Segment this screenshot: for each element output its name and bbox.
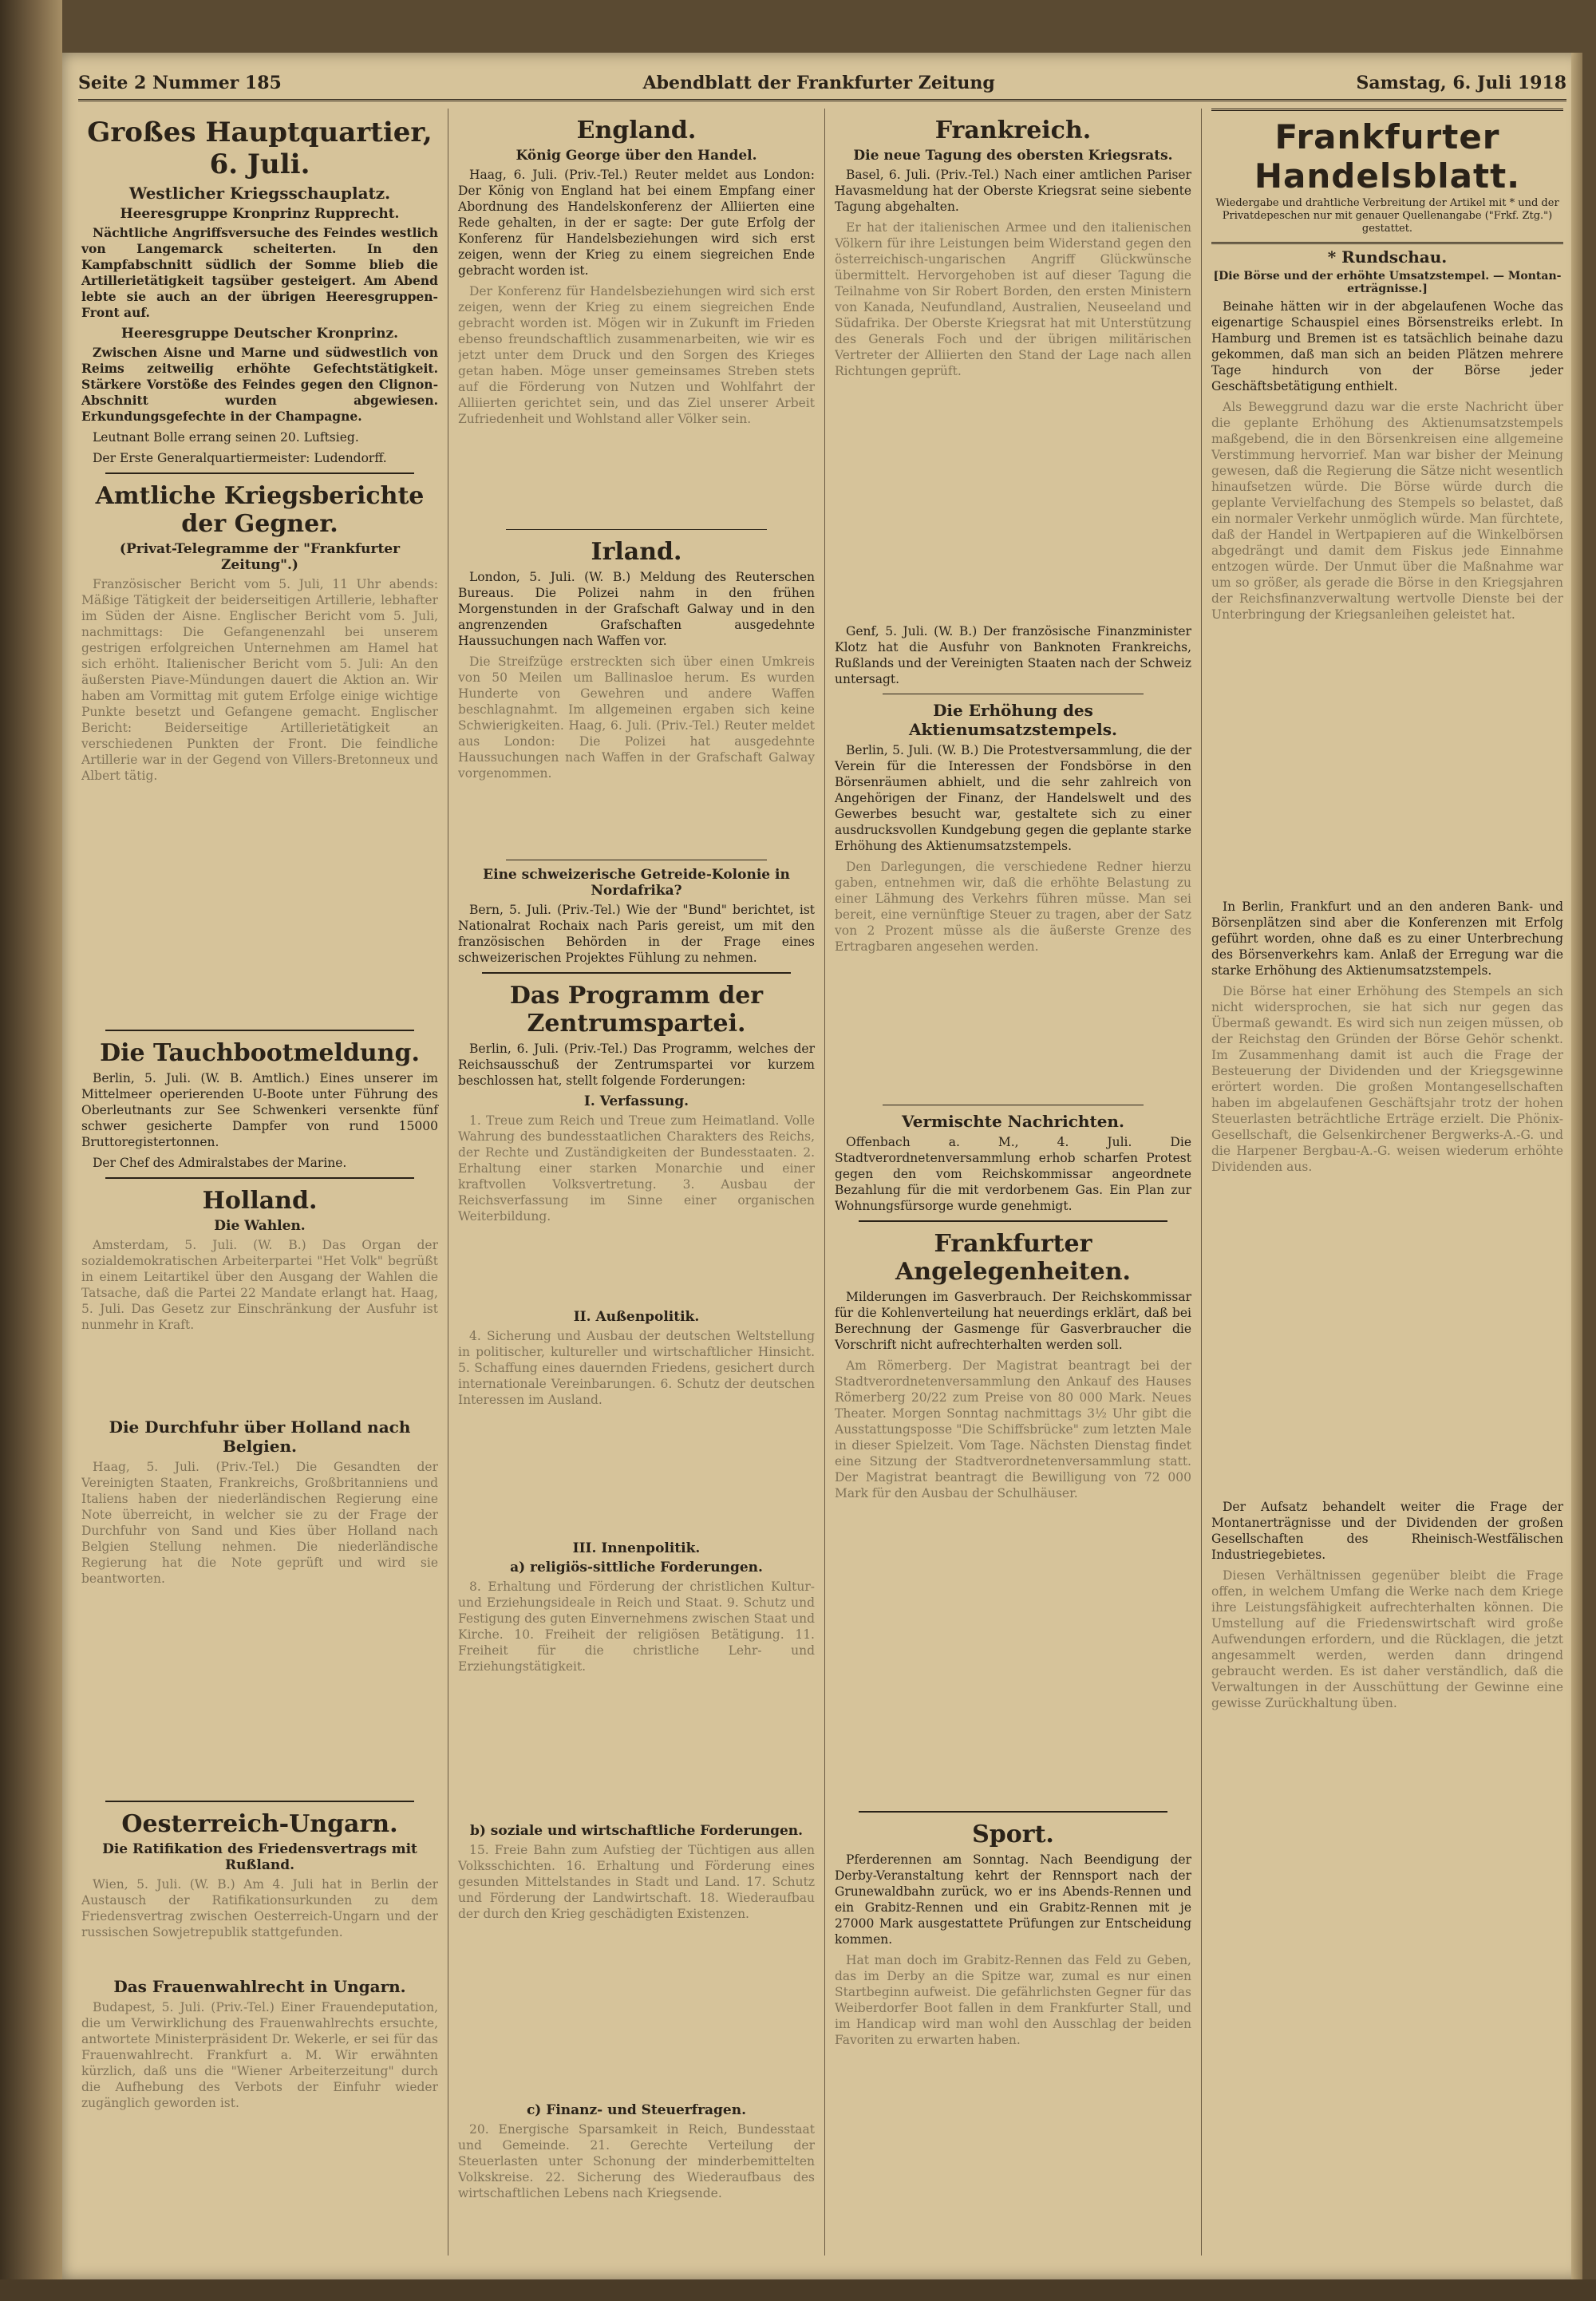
article-title-oesterreich: Oesterreich-Ungarn. xyxy=(121,1810,398,1838)
article-subtitle: Die Wahlen. xyxy=(214,1218,306,1234)
divider xyxy=(859,1220,1167,1222)
article-paragraph: Haag, 6. Juli. (Priv.-Tel.) Reuter meldet aus London: Der König von England hat bei einem Empfang einer Abordnung des Handelskonferenz der Alliierten eine Rede gehalten, in der er sagte: Der gute Erfolg der Konferenz für Handelsbeziehungen wird sich erst zeigen, wenn der Krieg zu einem siegreichen Ende gebracht worden ist. xyxy=(458,168,815,278)
section-heading: Heeresgruppe Deutscher Kronprinz. xyxy=(120,326,399,342)
article-title-holland: Holland. xyxy=(202,1187,318,1215)
article-title-vermischte: Vermischte Nachrichten. xyxy=(902,1112,1124,1131)
handelsblatt-notice: Wiedergabe und drahtliche Verbreitung der Artikel mit * und der Privatdepeschen nur mit genauer Quellenangabe ("Frkf. Ztg.") gestattet. xyxy=(1215,197,1559,235)
section-heading: c) Finanz- und Steuerfragen. xyxy=(526,2102,747,2118)
article-title-frankreich: Frankreich. xyxy=(934,117,1092,144)
section-heading: II. Außenpolitik. xyxy=(573,1309,700,1325)
article-paragraph: Bern, 5. Juli. (Priv.-Tel.) Wie der "Bund" berichtet, ist Nationalrat Rochaix nach Paris gereist, um mit den französischen Behörden in der Frage eines schweizerischen Projektes Fühlung zu nehmen. xyxy=(458,903,815,965)
body-text-block: Die Börse hat einer Erhöhung des Stempels an sich nicht widersprochen, sie hat sich nur gegen das Übermaß gewandt. Es wird sich nun zeigen müssen, ob der Reichstag den Gründen der Börse Gehör schenkt. Im Zusammenhang damit ist auch die Frage der Besteuerung der Dividenden und der Kriegsgewinne erörtert worden. Die großen Montangesellschaften haben im abgelaufenen Geschäftsjahr trotz der hohen Steuerlasten beträchtliche Erträge erzielt. Die Phönix-Gesellschaft, die Gelsenkirchener Bergwerks-A.-G. und die Harpener Bergbau-A.-G. weisen wiederum erhöhte Dividenden aus. xyxy=(1211,984,1563,1174)
article-paragraph: Basel, 6. Juli. (Priv.-Tel.) Nach einer amtlichen Pariser Havasmeldung hat der Oberste Kriegsrat seine siebente Tagung abgehalten. xyxy=(835,168,1191,214)
section-heading: Heeresgruppe Kronprinz Rupprecht. xyxy=(120,206,400,222)
article-paragraph: Leutnant Bolle errang seinen 20. Luftsieg. xyxy=(93,430,359,445)
body-text-block: 15. Freie Bahn zum Aufstieg der Tüchtigen aus allen Volksschichten. 16. Erhaltung und Förderung eines gesunden Mittelstandes in Stadt und Land. 17. Schutz und Förderung der Landwirtschaft. 18. Wiederaufbau der durch den Krieg geschädigten Existenzen. xyxy=(458,1843,815,1921)
section-heading: III. Innenpolitik. xyxy=(572,1540,701,1556)
body-text-block: 8. Erhaltung und Förderung der christlichen Kultur- und Erziehungsideale in Reich und Staat. 9. Schutz und Festigung des guten Einvernehmens zwischen Staat und Kirche. 10. Freiheit der religiösen Betätigung. 11. Freiheit für die christliche Lehr- und Erziehungstätigkeit. xyxy=(458,1579,815,1674)
body-text-block: Am Römerberg. Der Magistrat beantragt bei der Stadtverordnetenversammlung den Ankauf des Hauses Römerberg 20/22 zum Preise von 80 000 Mark. Neues Theater. Morgen Sonntag nachmittags 3½ Uhr gibt die Ausstattungsposse "Die Schiffsbrücke" zum letzten Male in dieser Spielzeit. Vom Tage. Nächsten Dienstag findet eine Sitzung der Stadtverordnetenversammlung statt. Der Magistrat beantragt die Bewilligung von 72 000 Mark für den Ausbau der Schulhäuser. xyxy=(835,1358,1191,1500)
article-title-hauptquartier: Großes Hauptquartier, 6. Juli. xyxy=(87,117,433,180)
handelsblatt-title: Frankfurter Handelsblatt. xyxy=(1254,117,1521,196)
body-text-block: 20. Energische Sparsamkeit in Reich, Bundesstaat und Gemeinde. 21. Gerechte Verteilung der Steuerlasten unter Schonung der minderbemittelten Volkskreise. 22. Sicherung des Wiederaufbaus des wirtschaftlichen Lebens nach Kriegsende. xyxy=(458,2122,815,2200)
body-text-block: Der Konferenz für Handelsbeziehungen wird sich erst zeigen, wenn der Krieg zu einem siegreichen Ende gebracht worden ist. Mögen wir in Zukunft im Frieden ebenso freundschaftlich zusammenarbeiten, wie wir es jetzt unter dem Druck und den Sorgen des Krieges getan haben. Möge unser gemeinsames Streben stets auf die Förderung von Nutzen und Wohlfahrt der Alliierten gerichtet sein, und das Ziel unserer Arbeit Zufriedenheit und Wohlstand aller Völker sein. xyxy=(458,284,815,426)
newspaper-page xyxy=(62,53,1582,2279)
article-paragraph: Berlin, 5. Juli. (W. B.) Die Protestversammlung, die der Verein für die Interessen der Fondsbörse in den Börsenräumen abhielt, und die sehr zahlreich von Angehörigen der Finanz, der Handelswelt und des Gewerbes besucht war, gestaltete sich zu einer ausdrucksvollen Kundgebung gegen die geplante starke Erhöhung des Aktienumsatzstempels. xyxy=(835,743,1191,853)
section-heading: b) soziale und wirtschaftliche Forderungen. xyxy=(469,1823,804,1839)
article-title-getreide-kolonie: Eine schweizerische Getreide-Kolonie in Nordafrika? xyxy=(483,867,790,899)
article-paragraph: Nächtliche Angriffsversuche des Feindes westlich von Langemarck scheiterten. In den Kampfabschnitt südlich der Somme blieb die Artillerietätigkeit tagsüber gesteigert. Am Abend lebte sie auch an der übrigen Heeresgruppen-Front auf. xyxy=(81,225,438,320)
body-text-block: Hat man doch im Grabitz-Rennen das Feld zu Geben, das im Derby an die Spitze war, zumal es nur einen Startbeginn aufweist. Die gefährlichsten Gegner für das Weiberdorfer Boot fallen in dem Frankfurter Stall, und im Handicap wird man wohl den Ausschlag der beiden Favoriten zu erwarten haben. xyxy=(835,1953,1191,2047)
article-subtitle: Die neue Tagung des obersten Kriegsrats. xyxy=(853,148,1173,164)
article-paragraph: Berlin, 5. Juli. (W. B. Amtlich.) Eines unserer im Mittelmeer operierenden U-Boote unter Führung des Oberleutnants zur See Schwenkeri versenkte fünf schwer gesicherte Dampfer von rund 15000 Bruttoregistertonnen. xyxy=(81,1071,438,1149)
article-title-aktienumsatzstempel: Die Erhöhung des Aktienumsatzstempels. xyxy=(909,701,1117,739)
article-paragraph: Pferderennen am Sonntag. Nach Beendigung der Derby-Veranstaltung kehrt der Rennsport nach der Grunewaldbahn zurück, wo er ins Abends-Rennen und ein Grabitz-Rennen und ein Grabitz-Rennen mit je 27000 Mark ausgestattete Prüfungen zur Entscheidung kommen. xyxy=(835,1852,1191,1947)
body-text-block: Er hat der italienischen Armee und den italienischen Völkern für ihre Leistungen beim Widerstand gegen den österreichisch-ungarischen Angriff Glückwünsche übermittelt. Hervorgehoben ist auf dieser Tagung die Teilnahme von Sir Robert Borden, den ersten Ministern von Kanada, Neufundland, Australien, Neuseeland und Südafrika. Der Oberste Kriegsrat hat mit Unterstützung des Generals Foch und der übrigen militärischen Vertreter der Alliierten den Stand der Lage nach allen Richtungen geprüft. xyxy=(835,220,1191,378)
body-text-block: Als Beweggrund dazu war die erste Nachricht über die geplante Erhöhung des Aktienumsatzstempels maßgebend, die in den Börsenkreisen eine allgemeine Verstimmung hervorrief. Man war bisher der Meinung gewesen, daß die Regierung die Sätze nicht wesentlich hinaufsetzen würde. Die Börse würde durch die geplante Vervielfachung des Stempels so belastet, daß ein normaler Verkehr unmöglich würde. Man fürchtete, daß der Handel in Wertpapieren auf die Winkelbörsen abgedrängt und damit dem Fiskus jede Einnahme entzogen würde. Der Unmut über die Maßnahme war um so größer, als gerade die Börse in den Kriegsjahren der Reichsfinanzverwaltung wertvolle Dienste bei der Unterbringung der Kriegsanleihen geleistet hat. xyxy=(1211,400,1563,622)
article-signature: Der Erste Generalquartiermeister: Ludendorff. xyxy=(93,451,387,465)
article-paragraph: Berlin, 6. Juli. (Priv.-Tel.) Das Programm, welches der Reichsausschuß der Zentrumspartei vor kurzem beschlossen hat, stellt folgende Forderungen: xyxy=(458,1042,815,1088)
column-3 xyxy=(825,109,1202,2256)
article-paragraph: Der Aufsatz behandelt weiter die Frage der Montanerträgnisse und der Dividenden der großen Gesellschaften des Rheinisch-Westfälischen Industriegebietes. xyxy=(1211,1500,1563,1562)
column-4 xyxy=(1202,109,1573,2256)
article-subtitle: [Die Börse und der erhöhte Umsatzstempel. — Montan-erträgnisse.] xyxy=(1213,270,1562,295)
handelsblatt-header xyxy=(1211,109,1563,244)
article-paragraph: Milderungen im Gasverbrauch. Der Reichskommissar für die Kohlenverteilung hat neuerdings erklärt, daß bei Berechnung der Gasmenge für Gasverbraucher die Vorschrift nicht aufrechterhalten werden soll. xyxy=(835,1290,1191,1352)
article-title-england: England. xyxy=(576,117,697,144)
article-subtitle: Die Ratifikation des Friedensvertrags mit Rußland. xyxy=(102,1841,417,1873)
article-subtitle: (Privat-Telegramme der "Frankfurter Zeitung".) xyxy=(119,541,401,573)
body-text-block: 1. Treue zum Reich und Treue zum Heimatland. Volle Wahrung des bundesstaatlichen Charakters des Reichs, der Rechte und Zuständigkeiten der Bundesstaaten. 2. Erhaltung einer starken Monarchie und einer kraftvollen Volksvertretung. 3. Ausbau der Reichsverfassung im Sinne einer organischen Weiterbildung. xyxy=(458,1113,815,1224)
article-title-zentrumspartei: Das Programm der Zentrumspartei. xyxy=(509,982,764,1038)
article-paragraph: Zwischen Aisne und Marne und südwestlich von Reims zeitweilig erhöhte Gefechtstätigkeit. Stärkere Vorstöße des Feindes gegen den Clignon-Abschnitt wurden abgewiesen. Erkundungsgefechte in der Champagne. xyxy=(81,345,438,424)
section-heading: a) religiös-sittliche Forderungen. xyxy=(510,1560,763,1576)
section-heading: I. Verfassung. xyxy=(583,1093,689,1109)
article-subtitle: Westlicher Kriegsschauplatz. xyxy=(128,184,391,203)
article-title-tauchboot: Die Tauchbootmeldung. xyxy=(100,1039,420,1067)
divider xyxy=(506,529,767,530)
article-paragraph: In Berlin, Frankfurt und an den anderen Bank- und Börsenplätzen sind aber die Konferenzen mit Erfolg geführt worden, ohne daß es zu einer Unterbrechung des Börsenverkehrs kam. Anlaß der Erregung war die starke Erhöhung des Aktienumsatzstempels. xyxy=(1211,899,1563,978)
divider xyxy=(482,972,791,974)
article-paragraph: Genf, 5. Juli. (W. B.) Der französische Finanzminister Klotz hat die Ausfuhr von Banknoten Frankreichs, Rußlands und der Vereinigten Staaten nach der Schweiz untersagt. xyxy=(835,624,1191,686)
article-title-kriegsberichte: Amtliche Kriegsberichte der Gegner. xyxy=(95,482,425,538)
article-title-durchfuhr: Die Durchfuhr über Holland nach Belgien. xyxy=(109,1417,411,1456)
body-text-block: Haag, 5. Juli. (Priv.-Tel.) Die Gesandten der Vereinigten Staaten, Frankreichs, Großbritanniens und Italiens haben der niederländischen Regierung eine Note überreicht, in welcher sie zu der Frage der Durchfuhr von Sand und Kies über Holland nach Belgien Stellung nehmen. Die niederländische Regierung hat die Note geprüft und wird sie beantworten. xyxy=(81,1460,438,1586)
divider xyxy=(859,1811,1167,1813)
body-text-block: Französischer Bericht vom 5. Juli, 11 Uhr abends: Mäßige Tätigkeit der beiderseitigen Artillerie, lebhafter im Süden der Aisne. Englischer Bericht vom 5. Juli, nachmittags: Die Gefangenenzahl bei unserem gestrigen erfolgreichen Unternehmen am Hamel hat sich erhöht. Italienischer Bericht vom 5. Juli: An den äußersten Piave-Mündungen dauert die Aktion an. Wir haben am Vormittag mit gutem Erfolge einige wichtige Punkte besetzt und Gefangene gemacht. Englischer Bericht: Beiderseitige Artillerietätigkeit an verschiedenen Punkten der Front. Die feindliche Artillerie war in der Gegend von Villers-Bretonneux und Albert tätig. xyxy=(81,577,438,783)
page-number: Seite 2 Nummer 185 xyxy=(78,73,282,93)
book-binding-edge xyxy=(0,0,62,2301)
article-title-sport: Sport. xyxy=(972,1821,1054,1848)
body-text-block: 4. Sicherung und Ausbau der deutschen Weltstellung in politischer, kultureller und wirtschaftlicher Hinsicht. 5. Schaffung eines dauernden Friedens, gesichert durch internationale Vereinbarungen. 6. Schutz der deutschen Interessen im Ausland. xyxy=(458,1329,815,1407)
article-paragraph: Offenbach a. M., 4. Juli. Die Stadtverordnetenversammlung erhob scharfen Protest gegen den vom Reichskommissar angeordnete Bezahlung für die mit verdorbenem Gas. Ein Plan zur Wohnungsfürsorge wurde genehmigt. xyxy=(835,1135,1191,1213)
article-subtitle: König George über den Handel. xyxy=(516,148,757,164)
divider xyxy=(105,472,414,474)
body-text-block: Die Streifzüge erstreckten sich über einen Umkreis von 50 Meilen um Ballinasloe herum. Es wurden Hunderte von Gewehren und andere Waffen beschlagnahmt. Im allgemeinen ergaben sich keine Schwierigkeiten. Haag, 6. Juli. (Priv.-Tel.) Reuter meldet aus London: Die Polizei hat ausgedehnte Haussuchungen nach Waffen in der Grafschaft Galway vorgenommen. xyxy=(458,654,815,781)
divider xyxy=(105,1177,414,1179)
article-title-frauenwahlrecht: Das Frauenwahlrecht in Ungarn. xyxy=(113,1977,406,1996)
column-1 xyxy=(72,109,448,2256)
article-title-frankfurter: Frankfurter Angelegenheiten. xyxy=(895,1230,1131,1286)
article-paragraph: Beinahe hätten wir in der abgelaufenen Woche das eigenartige Schauspiel eines Börsenstreiks erlebt. In Hamburg und Bremen ist es tatsächlich beinahe dazu gekommen, daß man sich an beiden Plätzen mehrere Tage hindurch von der Börse jeder Geschäftsbetätigung enthielt. xyxy=(1211,299,1563,393)
body-text-block: Wien, 5. Juli. (W. B.) Am 4. Juli hat in Berlin der Austausch der Ratifikationsurkunden zu dem Friedensvertrag zwischen Oesterreich-Ungarn und der russischen Sowjetrepublik stattgefunden. xyxy=(81,1877,438,1939)
divider xyxy=(105,1030,414,1031)
article-title-irland: Irland. xyxy=(591,538,682,566)
article-title-rundschau: * Rundschau. xyxy=(1327,247,1448,267)
column-2 xyxy=(448,109,825,2256)
body-text-block: Amsterdam, 5. Juli. (W. B.) Das Organ der sozialdemokratischen Arbeiterpartei "Het Volk" begrüßt in einem Leitartikel über den Ausgang der Wahlen die Tatsache, daß die Partei 22 Mandate erlangt hat. Haag, 5. Juli. Das Gesetz zur Einschränkung der Ausfuhr ist nunmehr in Kraft. xyxy=(81,1238,438,1332)
body-text-block: Diesen Verhältnissen gegenüber bleibt die Frage offen, in welchem Umfang die Werke nach dem Kriege ihre Leistungsfähigkeit aufrechterhalten können. Die Umstellung auf die Friedenswirtschaft wird große Aufwendungen erfordern, und die Rücklagen, die jetzt angesammelt werden, werden dann dringend gebraucht werden. Es ist daher verständlich, daß die Verwaltungen in der Ausschüttung der Gewinne eine gewisse Zurückhaltung üben. xyxy=(1211,1568,1563,1710)
issue-date: Samstag, 6. Juli 1918 xyxy=(1356,73,1566,93)
book-bottom-edge xyxy=(0,2279,1596,2301)
article-paragraph: London, 5. Juli. (W. B.) Meldung des Reuterschen Bureaus. Die Polizei nahm in den frühen Morgenstunden in der Grafschaft Galway und in den angrenzenden Grafschaften ausgedehnte Haussuchungen nach Waffen vor. xyxy=(458,570,815,648)
body-text-block: Budapest, 5. Juli. (Priv.-Tel.) Einer Frauendeputation, die um Verwirklichung des Frauenwahlrechts ersuchte, antwortete Ministerpräsident Dr. Wekerle, er sei für das Frauenwahlrecht. Frankfurt a. M. Wir erwähnten kürzlich, daß uns die "Wiener Arbeiterzeitung" durch die Aufhebung des Verbots der Einfuhr wieder zugänglich geworden ist. xyxy=(81,2000,438,2110)
article-signature: Der Chef des Admiralstabes der Marine. xyxy=(93,1156,347,1170)
newspaper-title: Abendblatt der Frankfurter Zeitung xyxy=(642,73,995,93)
masthead xyxy=(78,67,1566,101)
body-text-block: Den Darlegungen, die verschiedene Redner hierzu gaben, entnehmen wir, daß die erhöhte Belastung zu einer Lähmung des Verkehrs führen müsse. Man sei bereit, eine vernünftige Steuer zu tragen, aber der Satz von 2 Prozent müsse als die äußerste Grenze des Ertragbaren angesehen werden. xyxy=(835,860,1191,954)
divider xyxy=(105,1801,414,1802)
page-edge-shadow xyxy=(1571,53,1582,2279)
